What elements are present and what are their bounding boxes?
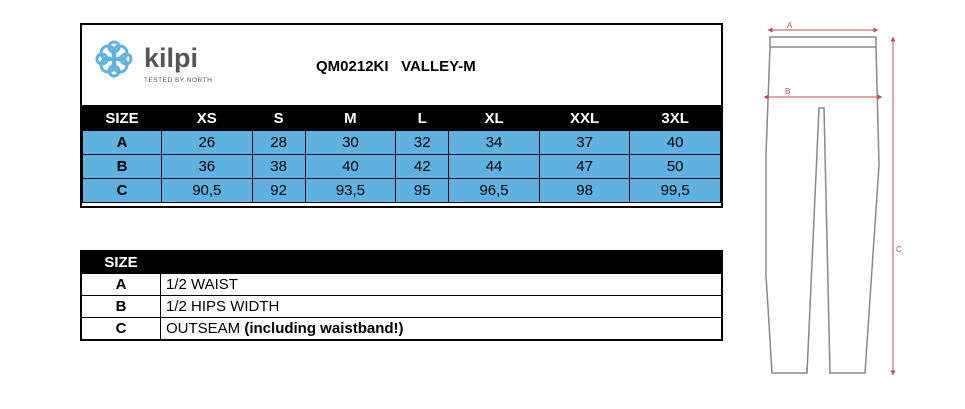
table-cell: 90,5 bbox=[162, 179, 253, 203]
legend-header-blank bbox=[161, 251, 723, 274]
table-cell: 42 bbox=[396, 155, 449, 179]
size-chart-table bbox=[80, 23, 723, 208]
table-cell: 44 bbox=[449, 155, 540, 179]
table-row bbox=[83, 179, 721, 203]
table-cell: 28 bbox=[252, 131, 305, 155]
table-cell: 30 bbox=[305, 131, 396, 155]
size-label: M bbox=[305, 106, 396, 131]
model-code: QM0212KI bbox=[316, 58, 389, 75]
legend-label: OUTSEAM bbox=[166, 320, 241, 337]
table-row bbox=[83, 131, 721, 155]
row-key: B bbox=[83, 155, 162, 179]
measurement-legend bbox=[80, 250, 723, 341]
size-header-row bbox=[83, 106, 721, 131]
legend-label: 1/2 WAIST bbox=[166, 276, 238, 293]
kilpi-knot-icon bbox=[92, 37, 232, 97]
table-cell: 37 bbox=[539, 131, 630, 155]
table-cell: 99,5 bbox=[630, 179, 721, 203]
table-cell: 36 bbox=[162, 155, 253, 179]
size-label: XXL bbox=[539, 106, 630, 131]
table-cell: 98 bbox=[539, 179, 630, 203]
table-cell: 40 bbox=[630, 131, 721, 155]
size-header-label: SIZE bbox=[83, 106, 162, 131]
trousers-outline bbox=[766, 37, 879, 373]
trousers-measurement-diagram bbox=[745, 15, 960, 400]
size-label: XL bbox=[449, 106, 540, 131]
legend-label: 1/2 HIPS WIDTH bbox=[166, 298, 280, 315]
table-cell: 38 bbox=[252, 155, 305, 179]
table-cell: 32 bbox=[396, 131, 449, 155]
legend-key: C bbox=[81, 318, 161, 341]
list-item bbox=[81, 274, 722, 296]
dimension-a-label: A bbox=[787, 21, 793, 30]
table-row bbox=[83, 155, 721, 179]
legend-text bbox=[161, 274, 723, 296]
dimension-b-label: B bbox=[785, 87, 791, 96]
legend-header-label: SIZE bbox=[81, 251, 161, 274]
size-grid bbox=[82, 105, 721, 203]
model-title bbox=[316, 58, 476, 75]
size-chart-header bbox=[82, 25, 721, 105]
brand-name: kilpi bbox=[144, 43, 199, 73]
legend-header-row bbox=[81, 251, 722, 274]
legend-key: B bbox=[81, 296, 161, 318]
table-cell: 96,5 bbox=[449, 179, 540, 203]
legend-text bbox=[161, 296, 723, 318]
list-item bbox=[81, 296, 722, 318]
table-cell: 50 bbox=[630, 155, 721, 179]
table-cell: 26 bbox=[162, 131, 253, 155]
legend-note: (including waistband!) bbox=[244, 320, 404, 337]
table-cell: 92 bbox=[252, 179, 305, 203]
table-cell: 40 bbox=[305, 155, 396, 179]
size-label: L bbox=[396, 106, 449, 131]
table-cell: 47 bbox=[539, 155, 630, 179]
table-cell: 93,5 bbox=[305, 179, 396, 203]
brand-logo bbox=[92, 37, 232, 97]
size-label: XS bbox=[162, 106, 253, 131]
size-label: 3XL bbox=[630, 106, 721, 131]
model-name: VALLEY-M bbox=[401, 58, 476, 75]
table-cell: 95 bbox=[396, 179, 449, 203]
legend-key: A bbox=[81, 274, 161, 296]
table-cell: 34 bbox=[449, 131, 540, 155]
dimension-c-label: C bbox=[896, 245, 902, 254]
brand-tagline: TESTED BY NORTH bbox=[144, 77, 213, 84]
size-label: S bbox=[252, 106, 305, 131]
list-item bbox=[81, 318, 722, 341]
row-key: A bbox=[83, 131, 162, 155]
legend-text bbox=[161, 318, 723, 341]
row-key: C bbox=[83, 179, 162, 203]
